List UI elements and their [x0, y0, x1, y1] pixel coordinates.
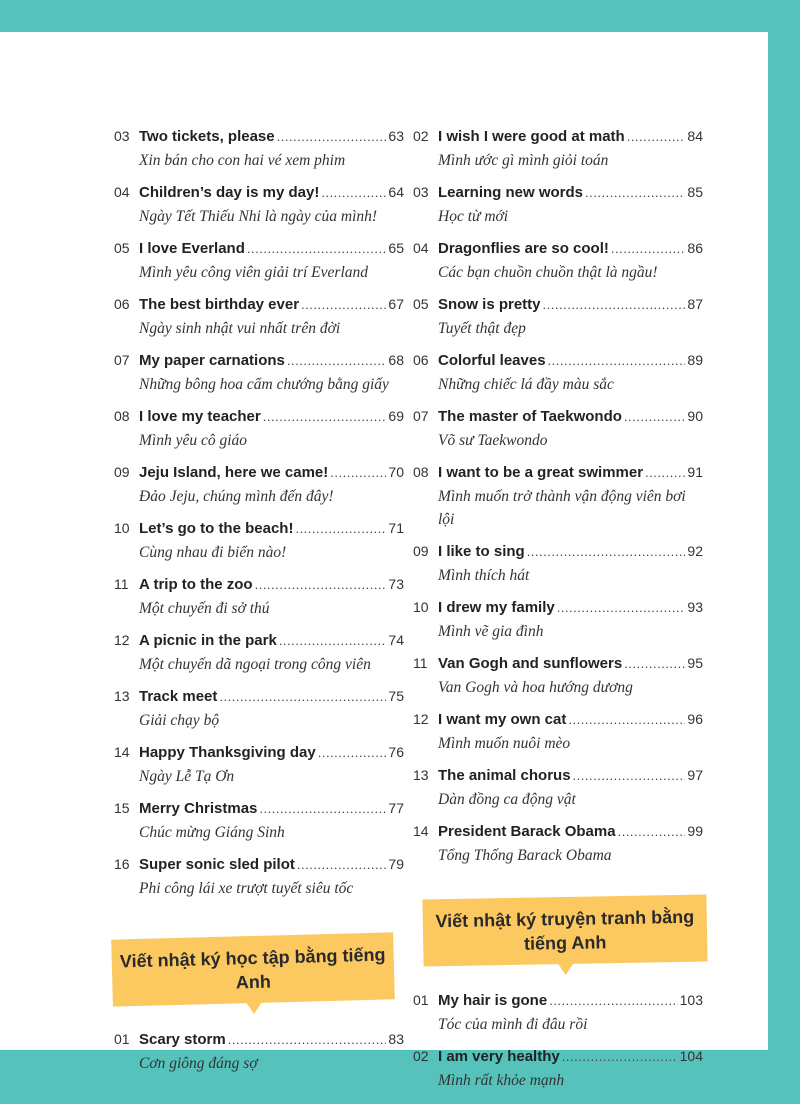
entry-number: 04 — [413, 240, 429, 256]
toc-entry-row — [114, 240, 404, 261]
entry-page-number: 84 — [687, 128, 703, 144]
toc-entry-row — [114, 800, 404, 821]
entry-number: 09 — [413, 543, 429, 559]
entry-number: 10 — [114, 520, 130, 536]
entry-title: A picnic in the park — [139, 632, 277, 649]
entry-page-number: 99 — [687, 823, 703, 839]
entry-subtitle: Ngày Lễ Tạ Ơn — [139, 768, 235, 785]
entry-title: Merry Christmas — [139, 800, 258, 817]
entry-number: 14 — [413, 823, 429, 839]
dot-leader — [263, 409, 387, 424]
entry-title: Learning new words — [438, 184, 584, 201]
toc-entry[interactable] — [413, 599, 703, 643]
toc-entry-row — [413, 992, 703, 1013]
entry-title: The best birthday ever — [139, 296, 300, 313]
toc-entry[interactable] — [114, 408, 404, 452]
entry-title: The animal chorus — [438, 767, 571, 784]
entry-page-number: 75 — [388, 688, 404, 704]
toc-entry[interactable] — [114, 632, 404, 676]
entry-number: 03 — [413, 184, 429, 200]
entry-number: 01 — [114, 1031, 130, 1047]
toc-entry-row — [114, 632, 404, 653]
entry-subtitle: Đảo Jeju, chúng mình đến đây! — [139, 488, 334, 505]
toc-entry[interactable] — [413, 823, 703, 867]
entry-subtitle: Mình muốn nuôi mèo — [438, 735, 571, 752]
entry-page-number: 65 — [388, 240, 404, 256]
entry-page-number: 87 — [687, 296, 703, 312]
entry-title: Happy Thanksgiving day — [139, 744, 316, 761]
toc-entry-row — [413, 655, 703, 676]
entry-number: 01 — [413, 992, 429, 1008]
dot-leader — [618, 824, 686, 839]
toc-entry-row — [114, 520, 404, 541]
entry-number: 07 — [413, 408, 429, 424]
entry-page-number: 69 — [388, 408, 404, 424]
entry-page-number: 71 — [388, 520, 404, 536]
toc-entry-row — [114, 128, 404, 149]
toc-entry-row — [114, 856, 404, 877]
dot-leader — [527, 544, 686, 559]
entry-number: 04 — [114, 184, 130, 200]
dot-leader — [259, 801, 386, 816]
toc-entry[interactable] — [114, 1031, 404, 1075]
entry-number: 08 — [413, 464, 429, 480]
entry-page-number: 79 — [388, 856, 404, 872]
toc-entry[interactable] — [413, 408, 703, 452]
toc-entry-row — [114, 352, 404, 373]
dot-leader — [624, 656, 685, 671]
dot-leader — [585, 185, 685, 200]
dot-leader — [573, 768, 686, 783]
entry-subtitle: Mình thích hát — [438, 567, 530, 584]
dot-leader — [287, 353, 387, 368]
entry-number: 14 — [114, 744, 130, 760]
entry-number: 13 — [114, 688, 130, 704]
toc-entry-row — [413, 767, 703, 788]
entry-page-number: 83 — [388, 1031, 404, 1047]
dot-leader — [219, 689, 386, 704]
entry-subtitle: Một chuyến dã ngoại trong công viên — [139, 656, 371, 673]
entry-number: 12 — [413, 711, 429, 727]
entry-title: I wish I were good at math — [438, 128, 625, 145]
entry-subtitle: Học từ mới — [438, 208, 509, 225]
entry-page-number: 64 — [388, 184, 404, 200]
entry-subtitle: Tổng Thống Barack Obama — [438, 847, 612, 864]
entry-subtitle: Những chiếc lá đầy màu sắc — [438, 376, 614, 393]
entry-subtitle: Tuyết thật đẹp — [438, 320, 526, 337]
dot-leader — [228, 1032, 387, 1047]
toc-entry-row — [413, 128, 703, 149]
entry-subtitle: Dàn đồng ca động vật — [438, 791, 576, 808]
entry-title: Children’s day is my day! — [139, 184, 320, 201]
entry-page-number: 86 — [687, 240, 703, 256]
toc-entry-row — [114, 184, 404, 205]
toc-entry-row — [413, 408, 703, 429]
toc-entry-row — [114, 464, 404, 485]
dot-leader — [562, 1049, 678, 1064]
entry-title: I like to sing — [438, 543, 525, 560]
toc-entry[interactable] — [413, 655, 703, 699]
entry-number: 11 — [114, 576, 129, 592]
dot-leader — [624, 409, 686, 424]
toc-entry[interactable] — [114, 464, 404, 508]
toc-entry[interactable] — [413, 296, 703, 340]
entry-subtitle: Tóc của mình đi đâu rồi — [438, 1016, 588, 1033]
entry-title: I love Everland — [139, 240, 245, 257]
dot-leader — [330, 465, 386, 480]
toc-entry[interactable] — [114, 688, 404, 732]
toc-entry[interactable] — [413, 992, 703, 1036]
entry-number: 02 — [413, 128, 429, 144]
toc-entry-row — [114, 1031, 404, 1052]
toc-entry-row — [413, 711, 703, 732]
entry-number: 03 — [114, 128, 130, 144]
entry-title: The master of Taekwondo — [438, 408, 622, 425]
entry-number: 02 — [413, 1048, 429, 1064]
entry-title: Scary storm — [139, 1031, 226, 1048]
entry-page-number: 97 — [687, 767, 703, 783]
toc-entry[interactable] — [114, 744, 404, 788]
entry-title: Jeju Island, here we came! — [139, 464, 329, 481]
entry-subtitle: Phi công lái xe trượt tuyết siêu tốc — [139, 880, 354, 897]
entry-page-number: 93 — [687, 599, 703, 615]
entry-number: 10 — [413, 599, 429, 615]
entry-title: Colorful leaves — [438, 352, 546, 369]
toc-entry-row — [413, 464, 703, 485]
entry-number: 05 — [413, 296, 429, 312]
entry-subtitle: Ngày Tết Thiếu Nhi là ngày của mình! — [139, 208, 378, 225]
dot-leader — [247, 241, 387, 256]
dot-leader — [568, 712, 685, 727]
entry-subtitle: Chúc mừng Giáng Sinh — [139, 824, 285, 841]
entry-number: 16 — [114, 856, 130, 872]
entry-subtitle: Giải chạy bộ — [139, 712, 220, 729]
toc-entry[interactable] — [413, 464, 703, 531]
entry-page-number: 91 — [687, 464, 703, 480]
toc-entry[interactable] — [114, 800, 404, 844]
entry-subtitle: Võ sư Taekwondo — [438, 432, 548, 449]
toc-entry[interactable] — [114, 184, 404, 228]
entry-number: 11 — [413, 655, 428, 671]
toc-entry-row — [413, 823, 703, 844]
toc-entry[interactable] — [114, 576, 404, 620]
entry-page-number: 67 — [388, 296, 404, 312]
toc-entry-row — [413, 543, 703, 564]
section-banner: Viết nhật ký học tập bằng tiếng Anh — [111, 932, 395, 1006]
entry-subtitle: Mình muốn trở thành vận động viên bơi lội — [438, 488, 686, 528]
toc-entry[interactable] — [114, 520, 404, 564]
dot-leader — [277, 129, 387, 144]
entry-page-number: 96 — [687, 711, 703, 727]
entry-number: 09 — [114, 464, 130, 480]
dot-leader — [318, 745, 387, 760]
toc-entry-row — [413, 184, 703, 205]
entry-page-number: 76 — [388, 744, 404, 760]
toc-entry-row — [413, 240, 703, 261]
dot-leader — [627, 129, 686, 144]
entry-page-number: 89 — [687, 352, 703, 368]
entry-page-number: 103 — [679, 992, 703, 1008]
toc-entry-row — [114, 408, 404, 429]
entry-subtitle: Mình vẽ gia đình — [438, 623, 544, 640]
entry-page-number: 85 — [687, 184, 703, 200]
entry-title: I am very healthy — [438, 1048, 560, 1065]
entry-title: Dragonflies are so cool! — [438, 240, 609, 257]
entry-title: I love my teacher — [139, 408, 261, 425]
entry-page-number: 63 — [388, 128, 404, 144]
entry-title: Let’s go to the beach! — [139, 520, 294, 537]
entry-number: 15 — [114, 800, 130, 816]
toc-entry[interactable] — [114, 240, 404, 284]
entry-subtitle: Mình yêu cô giáo — [139, 432, 248, 449]
entry-title: Track meet — [139, 688, 218, 705]
entry-subtitle: Mình yêu công viên giải trí Everland — [139, 264, 368, 281]
toc-entry[interactable] — [114, 296, 404, 340]
toc-entry-row — [413, 1048, 703, 1069]
entry-title: I drew my family — [438, 599, 555, 616]
entry-page-number: 95 — [687, 655, 703, 671]
entry-subtitle: Cơn giông đáng sợ — [139, 1055, 258, 1072]
dot-leader — [548, 353, 686, 368]
entry-number: 12 — [114, 632, 130, 648]
entry-title: Two tickets, please — [139, 128, 275, 145]
toc-entry[interactable] — [413, 1048, 703, 1092]
toc-entry-row — [413, 352, 703, 373]
entry-subtitle: Mình ước gì mình giỏi toán — [438, 152, 609, 169]
dot-leader — [255, 577, 387, 592]
toc-column-left — [114, 128, 404, 1087]
dot-leader — [543, 297, 686, 312]
toc-entry[interactable] — [114, 856, 404, 900]
toc-entry[interactable] — [114, 352, 404, 396]
entry-page-number: 74 — [388, 632, 404, 648]
toc-entry[interactable] — [413, 767, 703, 811]
entry-subtitle: Các bạn chuồn chuồn thật là ngầu! — [438, 264, 658, 281]
entry-page-number: 77 — [388, 800, 404, 816]
toc-entry[interactable] — [413, 184, 703, 228]
entry-number: 13 — [413, 767, 429, 783]
entry-title: President Barack Obama — [438, 823, 616, 840]
dot-leader — [279, 633, 387, 648]
entry-number: 08 — [114, 408, 130, 424]
entry-title: A trip to the zoo — [139, 576, 253, 593]
entry-page-number: 92 — [687, 543, 703, 559]
entry-title: Snow is pretty — [438, 296, 541, 313]
entry-number: 07 — [114, 352, 130, 368]
toc-entry-row — [413, 296, 703, 317]
dot-leader — [645, 465, 685, 480]
entry-subtitle: Xin bán cho con hai vé xem phim — [139, 152, 346, 169]
toc-entry[interactable] — [413, 543, 703, 587]
toc-page — [0, 32, 768, 1089]
toc-entry-row — [114, 296, 404, 317]
toc-entry-row — [413, 599, 703, 620]
toc-entry-row — [114, 688, 404, 709]
entry-title: My paper carnations — [139, 352, 285, 369]
entry-subtitle: Van Gogh và hoa hướng dương — [438, 679, 633, 696]
toc-entry[interactable] — [413, 128, 703, 172]
dot-leader — [295, 521, 386, 536]
entry-subtitle: Mình rất khỏe mạnh — [438, 1072, 565, 1089]
toc-entry[interactable] — [413, 352, 703, 396]
entry-number: 06 — [413, 352, 429, 368]
toc-entry[interactable] — [114, 128, 404, 172]
toc-entry-row — [114, 576, 404, 597]
entry-page-number: 73 — [388, 576, 404, 592]
section-banner: Viết nhật ký truyện tranh bằng tiếng Anh — [422, 895, 707, 967]
entry-title: My hair is gone — [438, 992, 548, 1009]
entry-number: 06 — [114, 296, 130, 312]
entry-subtitle: Cùng nhau đi biển nào! — [139, 544, 287, 561]
entry-page-number: 90 — [687, 408, 703, 424]
entry-title: Van Gogh and sunflowers — [438, 655, 623, 672]
entry-page-number: 104 — [679, 1048, 703, 1064]
dot-leader — [557, 600, 686, 615]
toc-column-right — [413, 128, 703, 1104]
entry-title: Super sonic sled pilot — [139, 856, 295, 873]
entry-subtitle: Ngày sinh nhật vui nhất trên đời — [139, 320, 341, 337]
entry-page-number: 70 — [388, 464, 404, 480]
entry-page-number: 68 — [388, 352, 404, 368]
entry-number: 05 — [114, 240, 130, 256]
dot-leader — [321, 185, 386, 200]
toc-entry-row — [114, 744, 404, 765]
toc-entry[interactable] — [413, 240, 703, 284]
dot-leader — [611, 241, 686, 256]
entry-title: I want my own cat — [438, 711, 567, 728]
entry-subtitle: Một chuyến đi sở thú — [139, 600, 270, 617]
toc-entry[interactable] — [413, 711, 703, 755]
entry-subtitle: Những bông hoa cẩm chướng bằng giấy — [139, 376, 389, 393]
dot-leader — [297, 857, 387, 872]
entry-title: I want to be a great swimmer — [438, 464, 644, 481]
dot-leader — [301, 297, 386, 312]
dot-leader — [549, 993, 677, 1008]
